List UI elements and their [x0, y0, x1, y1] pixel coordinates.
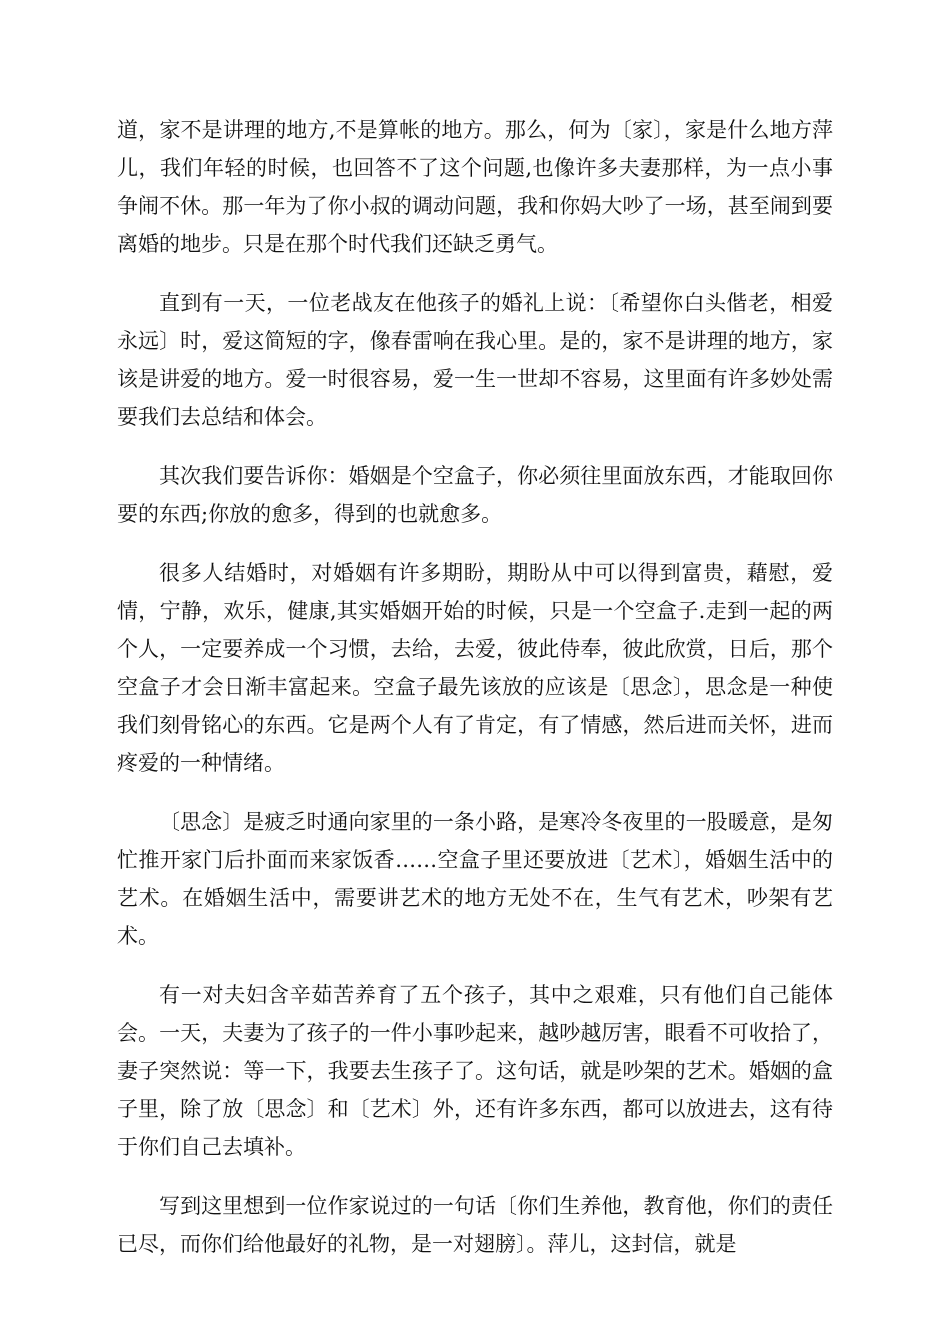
paragraph-2: 直到有一天，一位老战友在他孩子的婚礼上说：〔希望你白头偕老，相爱永远〕时，爱这简短的字，像春雷响在我心里。是的，家不是讲理的地方，家该是讲爱的地方。爱一时很容易，爱一生一世却不容易，这里面有许多妙处需要我们去总结和体会。: [117, 291, 833, 429]
paragraph-4: 很多人结婚时，对婚姻有许多期盼，期盼从中可以得到富贵，藉慰，爱情，宁静，欢乐，健康,其实婚姻开始的时候，只是一个空盒子.走到一起的两个人，一定要养成一个习惯，去给，去爱，彼此侍奉，彼此欣赏，日后，那个空盒子才会日渐丰富起来。空盒子最先该放的应该是〔思念〕，思念是一种使我们刻骨铭心的东西。它是两个人有了肯定，有了情感，然后进而关怀，进而疼爱的一种情绪。: [117, 561, 833, 775]
paragraph-3: 其次我们要告诉你：婚姻是个空盒子，你必须往里面放东西，才能取回你要的东西;你放的愈多，得到的也就愈多。: [117, 464, 833, 526]
letter-body: [117, 111, 833, 1263]
paragraph-7: 写到这里想到一位作家说过的一句话〔你们生养他，教育他，你们的责任已尽，而你们给他最好的礼物，是一对翅膀〕。萍儿，这封信，就是: [117, 1194, 833, 1256]
paragraph-6: 有一对夫妇含辛茹苦养育了五个孩子，其中之艰难，只有他们自己能体会。一天，夫妻为了孩子的一件小事吵起来，越吵越厉害，眼看不可收拾了，妻子突然说：等一下，我要去生孩子了。这句话，就是吵架的艺术。婚姻的盒子里，除了放〔思念〕和〔艺术〕外，还有许多东西，都可以放进去，这有待于你们自己去填补。: [117, 983, 833, 1159]
paragraph-5: 〔思念〕是疲乏时通向家里的一条小路，是寒冷冬夜里的一股暖意，是匆忙推开家门后扑面而来家饭香……空盒子里还要放进〔艺术〕，婚姻生活中的艺术。在婚姻生活中，需要讲艺术的地方无处不在，生气有艺术，吵架有艺术。: [117, 810, 833, 948]
paragraph-1: 道，家不是讲理的地方,不是算帐的地方。那么，何为〔家〕，家是什么地方萍儿，我们年轻的时候，也回答不了这个问题,也像许多夫妻那样，为一点小事争闹不休。那一年为了你小叔的调动问题，我和你妈大吵了一场，甚至闹到要离婚的地步。只是在那个时代我们还缺乏勇气。: [117, 118, 833, 256]
